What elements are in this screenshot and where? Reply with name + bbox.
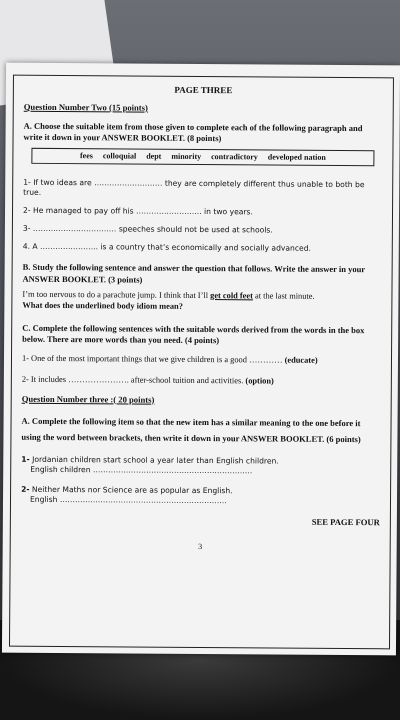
- q2-part-c-instruction: C. Complete the following sentences with the suitable words derived from the words in the box below. There are more words than you need. (4 points): [22, 322, 365, 346]
- page-border: [9, 75, 394, 650]
- q2-item-2: 2- He managed to pay off his …………………….. in two years.: [23, 205, 253, 217]
- word-box-item: fees: [79, 150, 93, 160]
- word-box-item: developed nation: [267, 152, 326, 162]
- word-box-item: colloquial: [102, 150, 137, 161]
- question-two-heading: Question Number Two (15 points): [23, 101, 148, 113]
- word-box-item: contradictory: [211, 151, 258, 162]
- q3-item-1: [21, 455, 380, 478]
- c-item-text: 2- It includes …………………. after-school tuition and activities.: [21, 375, 246, 386]
- q3-item-2: [21, 485, 380, 508]
- q2-item-4: 4. A ………………….. is a country that’s economically and socially advanced.: [22, 242, 311, 254]
- c-item-root-word: (educate): [284, 355, 318, 366]
- word-box-item: dept: [146, 151, 162, 161]
- q2-c-item-2: [22, 374, 381, 388]
- c-item-root-word: (option): [245, 376, 274, 386]
- q3-item-rewrite-line: English …………………………………………………………: [29, 495, 227, 506]
- q2-c-item-1: [22, 353, 381, 367]
- q2-item-1: 1- If two ideas are ……………………… they are completely different thus unable to both be true.: [23, 177, 365, 198]
- q3-item-number: 1-: [21, 454, 30, 464]
- idiom-question: What does the underlined body idiom mean?: [22, 300, 183, 311]
- see-next-page: SEE PAGE FOUR: [311, 516, 380, 528]
- question-three-heading: Question Number three :( 20 points): [21, 393, 155, 405]
- q3-item-rewrite-line: English children ………………………………………………………: [30, 464, 253, 476]
- q3-item-sentence: Neither Maths nor Science are as popular as English.: [31, 485, 233, 496]
- c-item-text: 1- One of the most important things that we give children is a good …………: [21, 354, 285, 365]
- underlined-idiom: get cold feet: [210, 290, 253, 301]
- q3-item-number: 2-: [21, 484, 30, 494]
- q3-item-sentence: Jordanian children start school a year later than English children.: [32, 454, 279, 466]
- q2-part-b-passage: [22, 288, 381, 313]
- page-title: PAGE THREE: [174, 84, 233, 96]
- q3-part-a-instruction: A. Complete the following item so that the new item has a similar meaning to the one before it using the word between brackets, then write it down in your ANSWER BOOKLET. (6 points): [21, 415, 361, 445]
- idiom-sentence-start: I’m too nervous to do a parachute jump. I think that I’ll: [22, 289, 211, 300]
- q2-item-3: 3- …………………………… speeches should not be used at schools.: [22, 224, 273, 235]
- q2-part-a-instruction: A. Choose the suitable item from those given to complete each of the following paragraph and write it down in your ANSWER BOOKLET. (8 points): [23, 120, 363, 144]
- page-number: 3: [198, 541, 203, 551]
- idiom-sentence-end: at the last minute.: [252, 291, 315, 301]
- word-box-item: minority: [171, 151, 202, 161]
- q2-part-b-instruction: B. Study the following sentence and answer the question that follows. Write the answer in your ANSWER BOOKLET. (3 points): [22, 262, 365, 285]
- word-box: [31, 147, 374, 166]
- exam-page: [2, 63, 400, 656]
